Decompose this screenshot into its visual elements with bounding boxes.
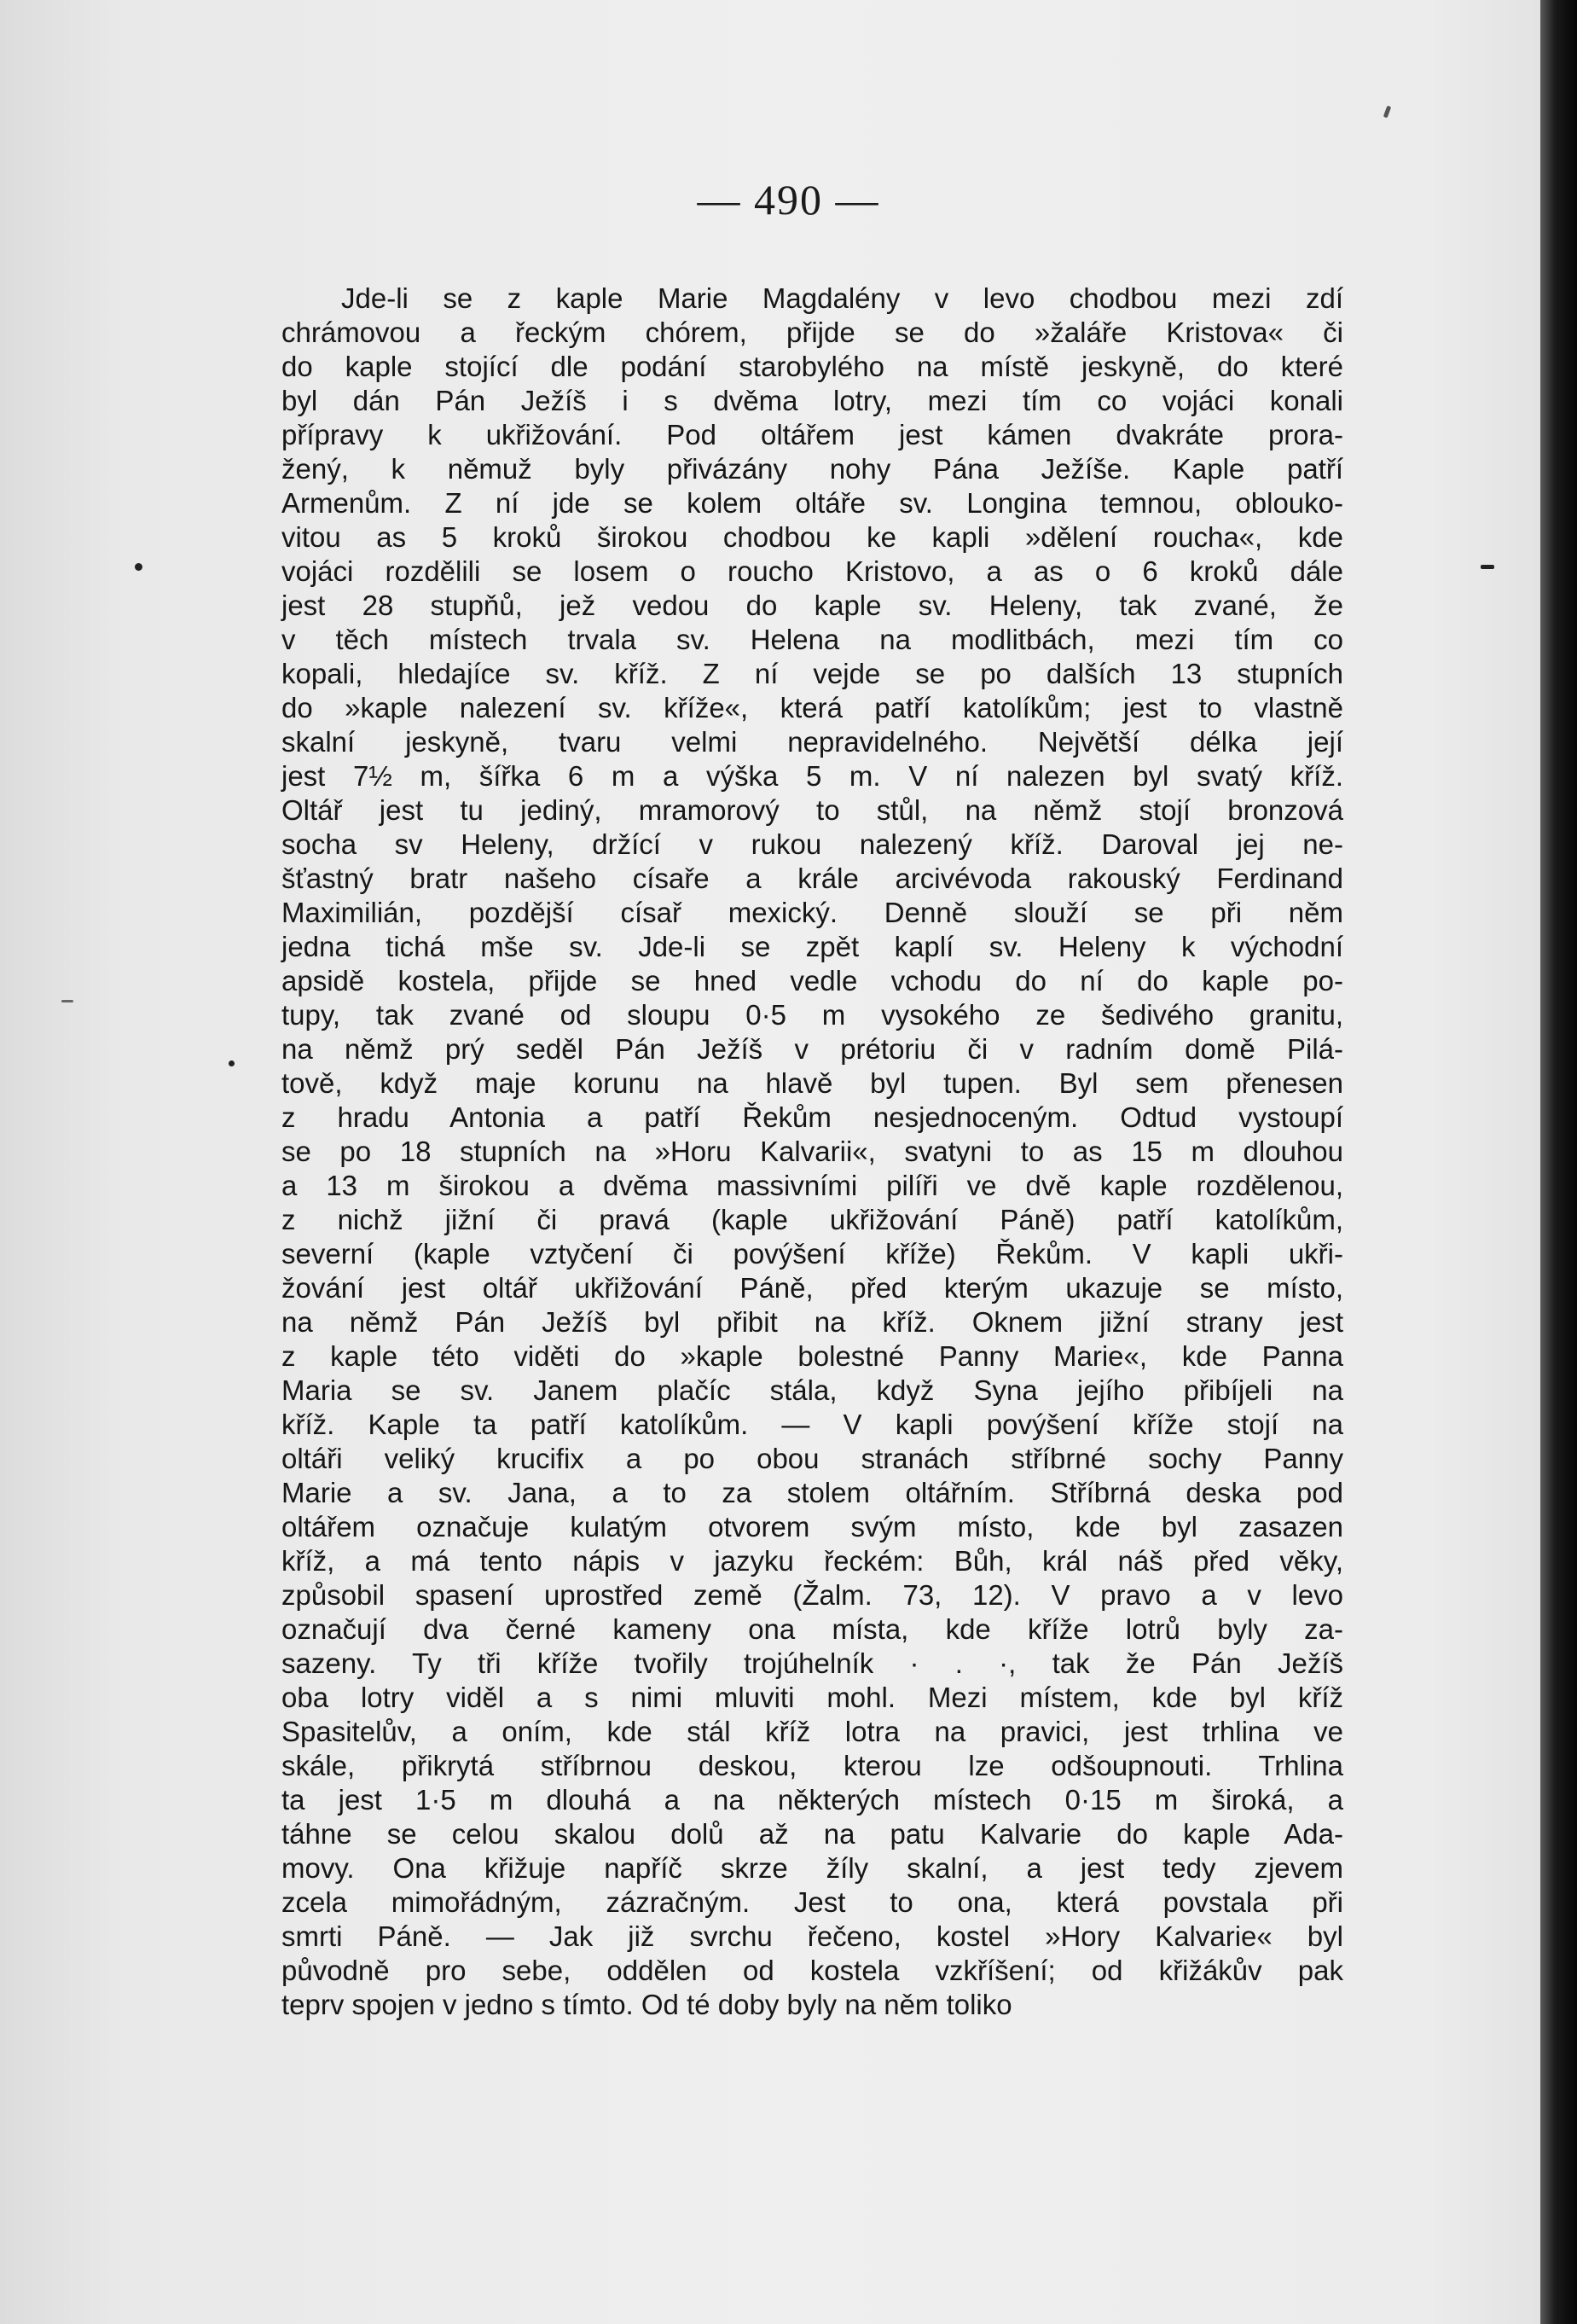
text-line: přípravy k ukřižování. Pod oltářem jest kámen dvakráte prora- bbox=[281, 419, 1343, 450]
text-line: Armenům. Z ní jde se kolem oltáře sv. Longina temnou, oblouko- bbox=[281, 487, 1343, 519]
body-text bbox=[281, 282, 1343, 2022]
text-line: tupy, tak zvané od sloupu 0·5 m vysokého ze šedivého granitu, bbox=[281, 999, 1343, 1031]
page-edge-shadow bbox=[1540, 0, 1577, 2324]
text-line: vitou as 5 kroků širokou chodbou ke kapli »dělení roucha«, kde bbox=[281, 521, 1343, 553]
text-line: žený, k němuž byly přivázány nohy Pána Ježíše. Kaple patří bbox=[281, 453, 1343, 485]
text-line: Maria se sv. Janem plačíc stála, když Syna jejího přibíjeli na bbox=[281, 1374, 1343, 1406]
text-line: označují dva černé kameny ona místa, kde kříže lotrů byly za- bbox=[281, 1613, 1343, 1645]
text-line: vojáci rozdělili se losem o roucho Kristovo, a as o 6 kroků dále bbox=[281, 555, 1343, 587]
text-line: se po 18 stupních na »Horu Kalvarii«, svatyni to as 15 m dlouhou bbox=[281, 1136, 1343, 1167]
text-line: teprv spojen v jedno s tímto. Od té doby byly na něm toliko bbox=[281, 1989, 1012, 2020]
text-line: způsobil spasení uprostřed země (Žalm. 73, 12). V pravo a v levo bbox=[281, 1579, 1343, 1611]
text-line: severní (kaple vztyčení či povýšení kříže) Řekům. V kapli ukři- bbox=[281, 1238, 1343, 1269]
text-line: apsidě kostela, přijde se hned vedle vchodu do ní do kaple po- bbox=[281, 965, 1343, 996]
text-line: kříž. Kaple ta patří katolíkům. — V kapli povýšení kříže stojí na bbox=[281, 1409, 1343, 1440]
text-line: kříž, a má tento nápis v jazyku řeckém: Bůh, král náš před věky, bbox=[281, 1545, 1343, 1577]
text-line: z kaple této viděti do »kaple bolestné Panny Marie«, kde Panna bbox=[281, 1340, 1343, 1372]
text-line: oltářem označuje kulatým otvorem svým místo, kde byl zasazen bbox=[281, 1511, 1343, 1543]
text-line: Maximilián, pozdější císař mexický. Denně slouží se při něm bbox=[281, 897, 1343, 928]
text-line: movy. Ona křižuje napříč skrze žíly skalní, a jest tedy zjevem bbox=[281, 1852, 1343, 1884]
text-line: sazeny. Ty tři kříže tvořily trojúhelník · . ·, tak že Pán Ježíš bbox=[281, 1647, 1343, 1679]
text-line: na němž prý seděl Pán Ježíš v prétoriu či v radním domě Pilá- bbox=[281, 1033, 1343, 1065]
text-line: jedna tichá mše sv. Jde-li se zpět kaplí sv. Heleny k východní bbox=[281, 931, 1343, 962]
text-line: skále, přikrytá stříbrnou deskou, kterou lze odšoupnouti. Trhlina bbox=[281, 1750, 1343, 1781]
text-line: a 13 m širokou a dvěma massivními pilíři ve dvě kaple rozdělenou, bbox=[281, 1170, 1343, 1201]
text-line: z nichž jižní či pravá (kaple ukřižování Páně) patří katolíkům, bbox=[281, 1204, 1343, 1235]
text-line: Oltář jest tu jediný, mramorový to stůl, na němž stojí bronzová bbox=[281, 794, 1343, 826]
page-number: — 490 — bbox=[697, 176, 880, 224]
text-line: táhne se celou skalou dolů až na patu Kalvarie do kaple Ada- bbox=[281, 1818, 1343, 1850]
text-line: původně pro sebe, oddělen od kostela vzkříšení; od křižákův pak bbox=[281, 1955, 1343, 1986]
text-line: do »kaple nalezení sv. kříže«, která patří katolíkům; jest to vlastně bbox=[281, 692, 1343, 723]
speck-mark bbox=[135, 563, 142, 571]
text-line: jest 28 stupňů, jež vedou do kaple sv. Heleny, tak zvané, že bbox=[281, 590, 1343, 621]
text-line: v těch místech trvala sv. Helena na modlitbách, mezi tím co bbox=[281, 624, 1343, 655]
text-line: smrti Páně. — Jak již svrchu řečeno, kostel »Hory Kalvarie« byl bbox=[281, 1920, 1343, 1952]
text-line: kopali, hledajíce sv. kříž. Z ní vejde se po dalších 13 stupních bbox=[281, 658, 1343, 689]
text-line: žování jest oltář ukřižování Páně, před kterým ukazuje se místo, bbox=[281, 1272, 1343, 1304]
speck-mark bbox=[1481, 565, 1494, 569]
text-line: Marie a sv. Jana, a to za stolem oltářním. Stříbrná deska pod bbox=[281, 1477, 1343, 1508]
text-line: chrámovou a řeckým chórem, přijde se do »žaláře Kristova« či bbox=[281, 317, 1343, 348]
text-line: skalní jeskyně, tvaru velmi nepravidelného. Největší délka její bbox=[281, 726, 1343, 758]
speck-mark bbox=[61, 1000, 73, 1002]
text-line: tově, když maje korunu na hlavě byl tupen. Byl sem přenesen bbox=[281, 1067, 1343, 1099]
text-line: oltáři veliký krucifix a po obou stranách stříbrné sochy Panny bbox=[281, 1443, 1343, 1474]
text-line: socha sv Heleny, držící v rukou nalezený kříž. Daroval jej ne- bbox=[281, 828, 1343, 860]
text-line: do kaple stojící dle podání starobylého na místě jeskyně, do které bbox=[281, 351, 1343, 382]
text-line: zcela mimořádným, zázračným. Jest to ona, která povstala při bbox=[281, 1886, 1343, 1918]
text-line: Spasitelův, a oním, kde stál kříž lotra na pravici, jest trhlina ve bbox=[281, 1716, 1343, 1747]
speck-mark bbox=[229, 1060, 235, 1066]
text-line: oba lotry viděl a s nimi mluviti mohl. Mezi místem, kde byl kříž bbox=[281, 1682, 1343, 1713]
text-line: byl dán Pán Ježíš i s dvěma lotry, mezi tím co vojáci konali bbox=[281, 385, 1343, 416]
text-line: z hradu Antonia a patří Řekům nesjednoceným. Odtud vystoupí bbox=[281, 1101, 1343, 1133]
text-line: šťastný bratr našeho císaře a krále arcivévoda rakouský Ferdinand bbox=[281, 863, 1343, 894]
text-line: na němž Pán Ježíš byl přibit na kříž. Oknem jižní strany jest bbox=[281, 1306, 1343, 1338]
text-line: ta jest 1·5 m dlouhá a na některých místech 0·15 m široká, a bbox=[281, 1784, 1343, 1816]
text-line: Jde-li se z kaple Marie Magdalény v levo chodbou mezi zdí bbox=[341, 282, 1343, 314]
text-line: jest 7½ m, šířka 6 m a výška 5 m. V ní nalezen byl svatý kříž. bbox=[281, 760, 1343, 792]
